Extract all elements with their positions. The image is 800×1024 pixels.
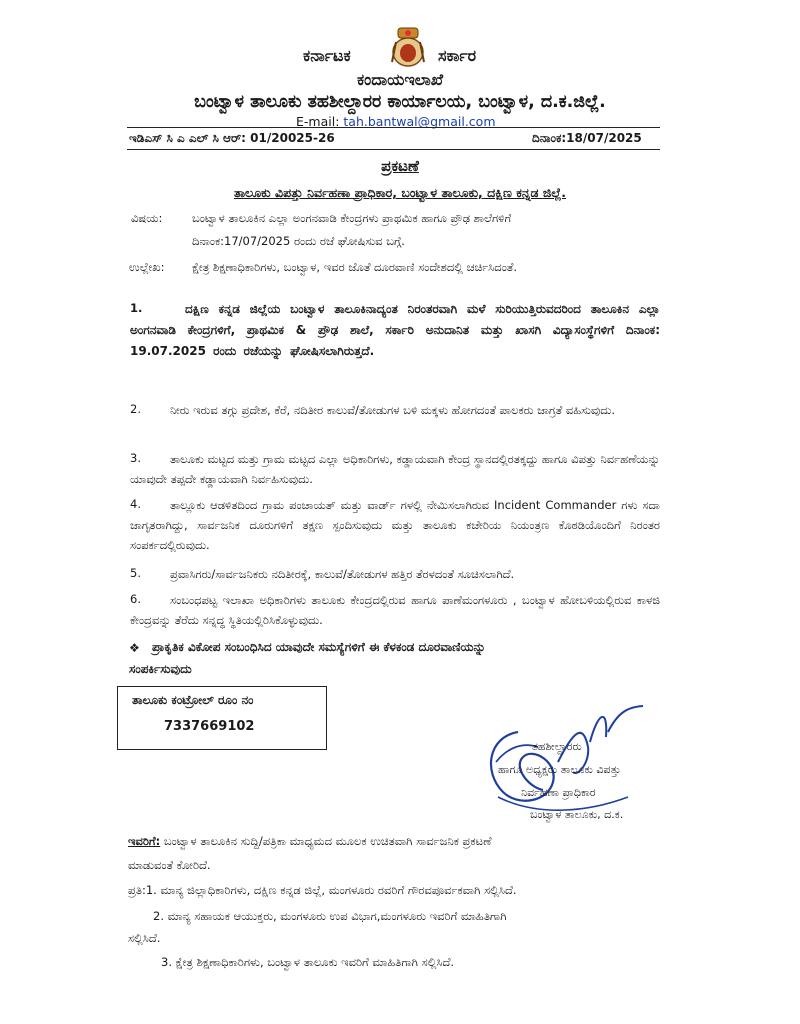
signature-designation: ತಹಶೀಲ್ದಾರರು	[532, 740, 582, 753]
point-number: 4.	[130, 497, 141, 511]
bullet-icon: ❖	[129, 641, 140, 655]
point-text: ತಾಲ್ಲೂಕು ಆಡಳಿತದಿಂದ ಗ್ರಾಮ ಪಂಚಾಯತ್ ಮತ್ತು ವಾರ್ಡ್ ಗಳಲ್ಲಿ ನೇಮಿಸಲಾಗಿರುವ Incident Commander ಗಳು ಸದಾ ಜಾಗೃತರಾಗಿದ್ದು, ಸಾರ್ವಜನಿಕ ದೂರುಗಳಿಗೆ ತಕ್ಷಣ ಸ್ಪಂದಿಸುವುದು ಮತ್ತು ತಾಲೂಕು ಕಚೇರಿಯ ನಿಯಂತ್ರಣ ಕೊಠಡಿಯೊಂದಿಗೆ ನಿರಂತರ ಸಂಪರ್ಕದಲ್ಲಿರುವುದು.	[130, 498, 660, 552]
bullet-line-2: ಸಂಪರ್ಕಿಸುವುದು	[129, 662, 192, 676]
subject-label: ವಿಷಯ:	[131, 211, 163, 225]
point-number: 1.	[130, 301, 143, 315]
control-room-label: ತಾಲೂಕು ಕಂಟ್ರೋಲ್ ರೂಂ ನಂ	[132, 693, 254, 707]
header-department: ಕಂದಾಯಇಲಾಖೆ	[356, 70, 444, 89]
reference-text: ಕ್ಷೇತ್ರ ಶಿಕ್ಷಣಾಧಿಕಾರಿಗಳು, ಬಂಟ್ವಾಳ, ಇವರ ಜೊತೆ ದೂರವಾಣಿ ಸಂದೇಶದಲ್ಲಿ ಚರ್ಚಿಸಿದಂತೆ.	[192, 260, 518, 274]
header-left-title: ಕರ್ನಾಟಕ	[303, 46, 351, 65]
copy-item-1: ಪ್ರತಿ:1. ಮಾನ್ಯ ಜಿಲ್ಲಾಧಿಕಾರಿಗಳು, ದಕ್ಷಿಣ ಕನ್ನಡ ಜಿಲ್ಲೆ, ಮಂಗಳೂರು ರವರಿಗೆ ಗೌರವಪೂರ್ವಕವಾಗಿ ಸಲ್ಲಿಸಿದೆ.	[128, 883, 517, 897]
notice-line-2: ಮಾಡುವಂತೆ ಕೋರಿದೆ.	[128, 858, 211, 872]
point-text: ಸಂಬಂಧಪಟ್ಟ ಇಲಾಖಾ ಅಧಿಕಾರಿಗಳು ತಾಲೂಕು ಕೇಂದ್ರದಲ್ಲಿರುವ ಹಾಗೂ ಪಾಣೆಮಂಗಳೂರು , ಬಂಟ್ವಾಳ ಹೋಬಳಿಯಲ್ಲಿರುವ ಕಾಳಜಿ ಕೇಂದ್ರವನ್ನು ತೆರೆದು ಸನ್ನದ್ಧ ಸ್ಥಿತಿಯಲ್ಲಿರಿಸಿಕೊಳ್ಳುವುದು.	[130, 593, 660, 627]
control-room-number: 7337669102	[164, 719, 255, 734]
notice-recipient	[128, 834, 491, 849]
point-text: ದಕ್ಷಿಣ ಕನ್ನಡ ಜಿಲ್ಲೆಯ ಬಂಟ್ವಾಳ ತಾಲೂಕಿನಾದ್ಯಂತ ನಿರಂತರವಾಗಿ ಮಳೆ ಸುರಿಯುತ್ತಿರುವದರಿಂದ ತಾಲೂಕಿನ ಎಲ್ಲಾ ಅಂಗನವಾಡಿ ಕೇಂದ್ರಗಳಿಗೆ, ಪ್ರಾಥಮಿಕ & ಪ್ರೌಢ ಶಾಲೆ, ಸರ್ಕಾರಿ ಅನುದಾನಿತ ಮತ್ತು ಖಾಸಗಿ ವಿದ್ಯಾಸಂಸ್ಥೆಗಳಿಗೆ ದಿನಾಂಕ: 19.07.2025 ರಂದು ರಜೆಯನ್ನು ಘೋಷಿಸಲಾಗಿರುತ್ತದೆ.	[130, 302, 660, 358]
notice-label: ಇವರಿಗೆ:	[128, 834, 161, 848]
subject-line-2: ದಿನಾಂಕ:17/07/2025 ರಂದು ರಜೆ ಘೋಷಿಸುವ ಬಗ್ಗೆ.	[192, 234, 405, 248]
email-link[interactable]: tah.bantwal@gmail.com	[343, 114, 496, 129]
signature-authority: ನಿರ್ವಹಣಾ ಪ್ರಾಧಿಕಾರ	[521, 786, 596, 799]
copy-item-3: 3. ಕ್ಷೇತ್ರ ಶಿಕ್ಷಣಾಧಿಕಾರಿಗಳು, ಬಂಟ್ವಾಳ ತಾಲೂಕು ಇವರಿಗೆ ಮಾಹಿತಿಗಾಗಿ ಸಲ್ಲಿಸಿದೆ.	[161, 955, 455, 969]
point-number: 6.	[130, 592, 141, 606]
point-number: 5.	[130, 566, 141, 580]
signature-scribble	[478, 702, 658, 820]
header-divider-2	[127, 149, 660, 150]
point-text: ತಾಲೂಕು ಮಟ್ಟದ ಮತ್ತು ಗ್ರಾಮ ಮಟ್ಟದ ಎಲ್ಲಾ ಅಧಿಕಾರಿಗಳು, ಕಡ್ಡಾಯವಾಗಿ ಕೇಂದ್ರ ಸ್ಥಾನದಲ್ಲಿರತಕ್ಕದ್ದು ಹಾಗೂ ವಿಪತ್ತು ನಿರ್ವಹಣೆಯನ್ನು ಯಾವುದೇ ತಪ್ಪದೇ ಕಡ್ಡಾಯವಾಗಿ ನಿರ್ವಹಿಸುವುದು.	[130, 452, 660, 486]
bullet-line-1: ಪ್ರಾಕೃತಿಕ ವಿಕೋಪ ಸಂಬಂಧಿಸಿದ ಯಾವುದೇ ಸಮಸ್ಯೆಗಳಿಗೆ ಈ ಕೆಳಕಂಡ ದೂರವಾಣಿಯನ್ನು	[152, 640, 486, 654]
point-number: 2.	[130, 402, 141, 416]
signature-role: ಹಾಗೂ ಅಧ್ಯಕ್ಷರು ತಾಲೂಕು ವಿಪತ್ತು	[498, 763, 621, 776]
reference-label: ಉಲ್ಲೇಖ:	[129, 260, 165, 274]
state-emblem	[384, 22, 432, 70]
notice-title: ಪ್ರಕಟಣೆ	[381, 157, 419, 175]
authority-line: ತಾಲೂಕು ವಿಪತ್ತು ನಿರ್ವಹಣಾ ಪ್ರಾಧಿಕಾರ, ಬಂಟ್ವಾಳ ತಾಲೂಕು, ದಕ್ಷಿಣ ಕನ್ನಡ ಜಿಲ್ಲೆ.	[233, 185, 567, 200]
reference-number: ಇಡಿಎಸ್ ಸಿ ಎ ಎಲ್ ಸಿ ಆರ್: 01/20025-26	[129, 131, 335, 145]
header-office: ಬಂಟ್ವಾಳ ತಾಲೂಕು ತಹಶೀಲ್ದಾರರ ಕಾರ್ಯಾಲಯ, ಬಂಟ್ವಾಳ, ದ.ಕ.ಜಿಲ್ಲೆ.	[194, 92, 606, 112]
header-right-title: ಸರ್ಕಾರ	[438, 46, 477, 65]
point-number: 3.	[130, 451, 141, 465]
issue-date: ದಿನಾಂಕ:18/07/2025	[532, 131, 642, 145]
point-text: ನೀರು ಇರುವ ತಗ್ಗು ಪ್ರದೇಶ, ಕೆರೆ, ನದಿತೀರ ಕಾಲುವೆ/ತೋಡುಗಳ ಬಳಿ ಮಕ್ಕಳು ಹೋಗದಂತೆ ಪಾಲಕರು ಜಾಗ್ರತೆ ವಹಿಸುವುದು.	[170, 403, 615, 417]
copy-item-2: 2. ಮಾನ್ಯ ಸಹಾಯಕ ಆಯುಕ್ತರು, ಮಂಗಳೂರು ಉಪ ವಿಭಾಗ,ಮಂಗಳೂರು ಇವರಿಗೆ ಮಾಹಿತಿಗಾಗಿ	[153, 909, 507, 923]
copy-item-2-cont: ಸಲ್ಲಿಸಿದೆ.	[128, 931, 161, 945]
point-text: ಪ್ರವಾಸಿಗರು/ಸಾರ್ವಜನಿಕರು ನದಿತೀರಕ್ಕೆ, ಕಾಲುವೆ/ತೋಡುಗಳ ಹತ್ತಿರ ತೆರಳದಂತೆ ಸೂಚಿಸಲಾಗಿದೆ.	[170, 567, 515, 581]
subject-line-1: ಬಂಟ್ವಾಳ ತಾಲೂಕಿನ ಎಲ್ಲಾ ಅಂಗನವಾಡಿ ಕೇಂದ್ರಗಳು ಪ್ರಾಥಮಿಕ ಹಾಗೂ ಪ್ರೌಢ ಶಾಲೆಗಳಿಗೆ	[192, 211, 512, 225]
email-label: E-mail:	[296, 114, 340, 129]
signature-place: ಬಂಟ್ವಾಳ ತಾಲೂಕು, ದ.ಕ.	[530, 808, 624, 821]
header-divider	[127, 127, 660, 128]
control-room-box	[117, 686, 327, 750]
notice-line-1: ಬಂಟ್ವಾಳ ತಾಲೂಕಿನ ಸುದ್ದಿ/ಪತ್ರಿಕಾ ಮಾಧ್ಯಮದ ಮೂಲಕ ಉಚಿತವಾಗಿ ಸಾರ್ವಜನಿಕ ಪ್ರಕಟಣೆ	[163, 834, 492, 848]
